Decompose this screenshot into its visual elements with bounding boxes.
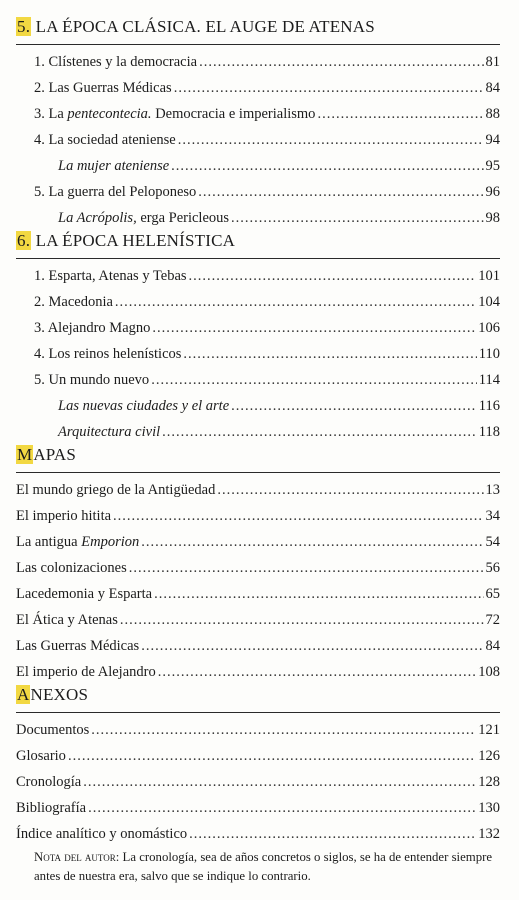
leader-dots bbox=[113, 503, 483, 529]
page-number: 118 bbox=[478, 424, 500, 440]
section-heading bbox=[16, 444, 500, 473]
toc-entry[interactable] bbox=[16, 743, 500, 769]
section-initial: M bbox=[17, 445, 33, 464]
entry-title bbox=[16, 529, 139, 555]
section-title: NEXOS bbox=[30, 685, 89, 704]
page-number: 95 bbox=[485, 158, 500, 174]
page-number: 106 bbox=[478, 320, 500, 336]
section-title: APAS bbox=[33, 445, 77, 464]
entry-title: Documentos bbox=[16, 722, 90, 738]
page-number: 88 bbox=[485, 106, 500, 122]
entry-title: Las nuevas ciudades y el arte bbox=[58, 398, 230, 414]
entry-title bbox=[34, 101, 315, 127]
entry-title-part: La antigua bbox=[16, 534, 82, 550]
page-number: 121 bbox=[478, 722, 500, 738]
toc-entry[interactable] bbox=[16, 503, 500, 529]
page-number: 65 bbox=[485, 586, 500, 602]
author-note-label: Nota del autor: bbox=[34, 850, 120, 864]
entry-title: Cronología bbox=[16, 774, 82, 790]
entry-title: 4. La sociedad ateniense bbox=[34, 132, 176, 148]
entry-title: El imperio hitita bbox=[16, 508, 112, 524]
entry-title: 1. Clístenes y la democracia bbox=[34, 54, 198, 70]
toc-section bbox=[16, 230, 500, 445]
toc-subentry[interactable] bbox=[34, 153, 500, 179]
toc-entry[interactable] bbox=[34, 315, 500, 341]
section-heading bbox=[16, 684, 500, 713]
entry-title-part: erga Pericleous bbox=[136, 210, 230, 226]
page-number: 108 bbox=[478, 664, 500, 680]
leader-dots bbox=[141, 633, 483, 659]
toc-entry[interactable] bbox=[34, 75, 500, 101]
entry-title: 2. Las Guerras Médicas bbox=[34, 80, 172, 96]
section-initial: A bbox=[17, 685, 30, 704]
leader-dots bbox=[141, 529, 483, 555]
toc-section bbox=[16, 444, 500, 685]
entry-title: 2. Macedonia bbox=[34, 294, 113, 310]
entry-title: Bibliografía bbox=[16, 800, 87, 816]
leader-dots bbox=[231, 393, 477, 419]
leader-dots bbox=[198, 179, 483, 205]
leader-dots bbox=[115, 289, 476, 315]
toc-subentry[interactable] bbox=[34, 419, 500, 445]
toc-entry[interactable] bbox=[16, 717, 500, 743]
entry-title: 5. Un mundo nuevo bbox=[34, 372, 150, 388]
page-number: 56 bbox=[485, 560, 500, 576]
entry-title: 1. Esparta, Atenas y Tebas bbox=[34, 268, 187, 284]
entry-title: Las colonizaciones bbox=[16, 560, 127, 576]
page-number: 101 bbox=[478, 268, 500, 284]
entry-title: Las Guerras Médicas bbox=[16, 638, 140, 654]
page-number: 13 bbox=[485, 482, 500, 498]
leader-dots bbox=[171, 153, 483, 179]
toc-section bbox=[16, 684, 500, 847]
leader-dots bbox=[317, 101, 483, 127]
page-number: 114 bbox=[478, 372, 500, 388]
section-heading bbox=[16, 230, 500, 259]
toc-entry[interactable] bbox=[34, 263, 500, 289]
entry-title: El mundo griego de la Antigüedad bbox=[16, 482, 216, 498]
entry-title-italic: La Acrópolis, bbox=[58, 210, 137, 226]
toc-entry[interactable] bbox=[16, 607, 500, 633]
toc-section bbox=[16, 16, 500, 231]
page-number: 116 bbox=[478, 398, 500, 414]
toc-entry[interactable] bbox=[16, 769, 500, 795]
section-number: 5. bbox=[17, 17, 31, 36]
leader-dots bbox=[162, 419, 477, 445]
leader-dots bbox=[151, 367, 477, 393]
page-number: 72 bbox=[485, 612, 500, 628]
toc-entry[interactable] bbox=[34, 367, 500, 393]
page-number: 128 bbox=[478, 774, 500, 790]
page-number: 104 bbox=[478, 294, 500, 310]
page-number: 130 bbox=[478, 800, 500, 816]
leader-dots bbox=[199, 49, 483, 75]
toc-entry[interactable] bbox=[34, 101, 500, 127]
entry-title: Lacedemonia y Esparta bbox=[16, 586, 153, 602]
entry-title-italic: Emporion bbox=[81, 534, 140, 550]
toc-entry[interactable] bbox=[16, 581, 500, 607]
entry-title: 5. La guerra del Peloponeso bbox=[34, 184, 197, 200]
entry-title: Índice analítico y onomástico bbox=[16, 826, 188, 842]
leader-dots bbox=[189, 263, 477, 289]
page-number: 110 bbox=[478, 346, 500, 362]
entry-title: 4. Los reinos helenísticos bbox=[34, 346, 182, 362]
section-title: LA ÉPOCA CLÁSICA. EL AUGE DE ATENAS bbox=[35, 17, 375, 36]
leader-dots bbox=[217, 477, 483, 503]
toc-subentry[interactable] bbox=[34, 393, 500, 419]
page-number: 54 bbox=[485, 534, 500, 550]
page-number: 34 bbox=[485, 508, 500, 524]
author-note-text: La cronología, sea de años concretos o siglos, se ha de entender siempre antes de nuestra era, salvo que se indique lo contrario. bbox=[34, 850, 493, 883]
toc-entry[interactable] bbox=[34, 289, 500, 315]
page-number: 84 bbox=[485, 638, 500, 654]
toc-entry[interactable] bbox=[16, 633, 500, 659]
entry-title: El Ática y Atenas bbox=[16, 612, 118, 628]
toc-entry[interactable] bbox=[16, 659, 500, 685]
page-number: 84 bbox=[485, 80, 500, 96]
leader-dots bbox=[88, 795, 476, 821]
toc-entry[interactable] bbox=[16, 555, 500, 581]
entry-title bbox=[58, 205, 229, 231]
toc-entry[interactable] bbox=[34, 127, 500, 153]
page-number: 98 bbox=[485, 210, 500, 226]
page-number: 81 bbox=[485, 54, 500, 70]
leader-dots bbox=[152, 315, 476, 341]
entry-title-italic: pentecontecia. bbox=[67, 106, 152, 122]
toc-entry[interactable] bbox=[34, 179, 500, 205]
page-number: 96 bbox=[485, 184, 500, 200]
page-number: 126 bbox=[478, 748, 500, 764]
toc-entry[interactable] bbox=[16, 477, 500, 503]
leader-dots bbox=[154, 581, 483, 607]
leader-dots bbox=[120, 607, 484, 633]
leader-dots bbox=[178, 127, 484, 153]
leader-dots bbox=[68, 743, 476, 769]
toc-entry[interactable] bbox=[16, 795, 500, 821]
leader-dots bbox=[189, 821, 476, 847]
entry-title-part: 3. La bbox=[34, 106, 68, 122]
entry-title: La mujer ateniense bbox=[58, 158, 170, 174]
entry-title: El imperio de Alejandro bbox=[16, 664, 156, 680]
leader-dots bbox=[91, 717, 476, 743]
leader-dots bbox=[231, 205, 483, 231]
leader-dots bbox=[129, 555, 484, 581]
toc-subentry[interactable] bbox=[34, 205, 500, 231]
toc-entry[interactable] bbox=[16, 821, 500, 847]
page-number: 132 bbox=[478, 826, 500, 842]
toc-entry[interactable] bbox=[34, 49, 500, 75]
leader-dots bbox=[83, 769, 476, 795]
leader-dots bbox=[183, 341, 476, 367]
entry-title: Arquitectura civil bbox=[58, 424, 161, 440]
entry-title: Glosario bbox=[16, 748, 66, 764]
section-heading bbox=[16, 16, 500, 45]
leader-dots bbox=[158, 659, 477, 685]
leader-dots bbox=[174, 75, 484, 101]
toc-entry[interactable] bbox=[34, 341, 500, 367]
section-title: LA ÉPOCA HELENÍSTICA bbox=[35, 231, 236, 250]
toc-entry[interactable] bbox=[16, 529, 500, 555]
entry-title: 3. Alejandro Magno bbox=[34, 320, 151, 336]
author-note bbox=[34, 848, 504, 886]
section-number: 6. bbox=[17, 231, 31, 250]
page-number: 94 bbox=[485, 132, 500, 148]
entry-title-part: Democracia e imperialismo bbox=[151, 106, 316, 122]
